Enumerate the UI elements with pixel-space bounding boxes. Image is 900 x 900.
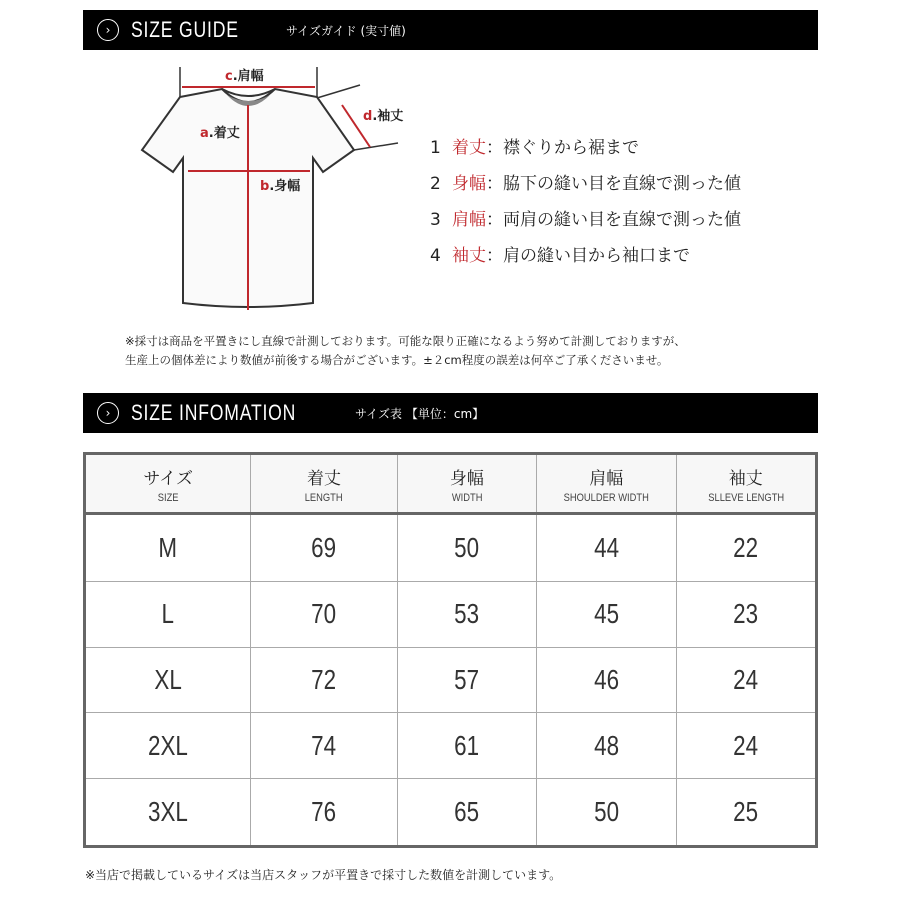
section-title: SIZE INFOMATION <box>131 400 297 425</box>
table-cell <box>676 581 816 647</box>
label-sleeve: d.袖丈 <box>363 109 404 124</box>
table-cell <box>251 713 397 779</box>
cell-value: 53 <box>454 598 480 630</box>
cell-value: 24 <box>733 729 759 761</box>
table-cell <box>537 647 677 713</box>
header-en: LENGTH <box>305 491 343 504</box>
table-cell <box>676 713 816 779</box>
cell-value: 50 <box>593 796 619 828</box>
table-cell <box>251 779 397 847</box>
table-cell <box>85 514 251 582</box>
cell-value: 61 <box>454 729 480 761</box>
table-cell <box>397 779 536 847</box>
cell-value: 3XL <box>148 796 189 828</box>
cell-value: 44 <box>593 531 619 563</box>
cell-value: 45 <box>593 598 619 630</box>
footer-note: ※当店で掲載しているサイズは当店スタッフが平置きで採寸した数値を計測しています。 <box>85 868 562 882</box>
cell-value: 70 <box>311 598 337 630</box>
label-length: a.着丈 <box>200 126 240 141</box>
header-jp: 袖丈 <box>728 468 763 489</box>
table-cell <box>397 647 536 713</box>
cell-value: 23 <box>733 598 759 630</box>
tshirt-diagram <box>130 55 430 315</box>
table-row <box>85 581 817 647</box>
cell-value: 65 <box>454 796 480 828</box>
cell-value: 46 <box>593 663 619 695</box>
table-cell <box>537 779 677 847</box>
section-title: SIZE GUIDE <box>131 17 239 42</box>
table-cell <box>676 647 816 713</box>
cell-value: XL <box>154 663 182 695</box>
header-jp: 身幅 <box>449 468 484 489</box>
table-cell <box>251 514 397 582</box>
cell-value: 72 <box>311 663 337 695</box>
cell-value: 22 <box>733 531 759 563</box>
table-cell <box>537 581 677 647</box>
header-en: SLLEVE LENGTH <box>707 491 784 504</box>
definition-item: 3 肩幅：両肩の縫い目を直線で測った値 <box>430 210 741 230</box>
table-cell <box>397 514 536 582</box>
chevron-right-circle-icon: › <box>97 402 119 424</box>
table-cell <box>537 713 677 779</box>
table-row <box>85 514 817 582</box>
label-shoulder: c.肩幅 <box>225 69 264 84</box>
table-row <box>85 779 817 847</box>
cell-value: 69 <box>311 531 337 563</box>
table-cell <box>85 713 251 779</box>
note-line: 生産上の個体差により数値が前後する場合がございます。±２cm程度の誤差は何卒ご了承くださいませ。 <box>125 353 669 367</box>
header-en: SIZE <box>157 491 179 504</box>
cell-value: L <box>161 598 175 630</box>
table-cell <box>676 779 816 847</box>
size-guide-header <box>83 10 818 50</box>
table-cell <box>397 581 536 647</box>
header-en: WIDTH <box>451 491 483 504</box>
note-line: ※採寸は商品を平置きにし直線で計測しております。可能な限り正確になるよう努めて計測しておりますが、 <box>125 334 686 348</box>
cell-value: 57 <box>454 663 480 695</box>
table-row <box>85 713 817 779</box>
cell-value: 24 <box>733 663 759 695</box>
table-cell <box>397 713 536 779</box>
size-info-header <box>83 393 818 433</box>
measurement-definitions <box>430 130 741 274</box>
table-cell <box>676 514 816 582</box>
definition-item: 1 着丈：襟ぐりから裾まで <box>430 138 639 158</box>
label-width: b.身幅 <box>260 179 301 194</box>
column-header <box>251 454 397 514</box>
table-cell <box>85 647 251 713</box>
table-row <box>85 647 817 713</box>
table-cell <box>251 581 397 647</box>
cell-value: 48 <box>593 729 619 761</box>
measurement-note <box>125 332 686 370</box>
table-cell <box>251 647 397 713</box>
column-header <box>85 454 251 514</box>
column-header <box>397 454 536 514</box>
header-jp: 肩幅 <box>589 468 624 489</box>
cell-value: 76 <box>311 796 337 828</box>
section-subtitle: サイズ表 【単位：cm】 <box>355 406 485 421</box>
cell-value: 74 <box>311 729 337 761</box>
section-subtitle: サイズガイド (実寸値) <box>286 23 406 38</box>
cell-value: 2XL <box>148 729 189 761</box>
column-header <box>537 454 677 514</box>
table-cell <box>85 779 251 847</box>
table-cell <box>537 514 677 582</box>
table-cell <box>85 581 251 647</box>
size-table <box>83 452 818 848</box>
definition-item: 4 袖丈：肩の縫い目から袖口まで <box>430 246 690 266</box>
header-jp: 着丈 <box>306 468 341 489</box>
chevron-right-circle-icon: › <box>97 19 119 41</box>
cell-value: 50 <box>454 531 480 563</box>
header-jp: サイズ <box>143 468 193 489</box>
header-en: SHOULDER WIDTH <box>563 491 649 504</box>
cell-value: M <box>158 531 178 563</box>
column-header <box>676 454 816 514</box>
cell-value: 25 <box>733 796 759 828</box>
definition-item: 2 身幅：脇下の縫い目を直線で測った値 <box>430 174 741 194</box>
